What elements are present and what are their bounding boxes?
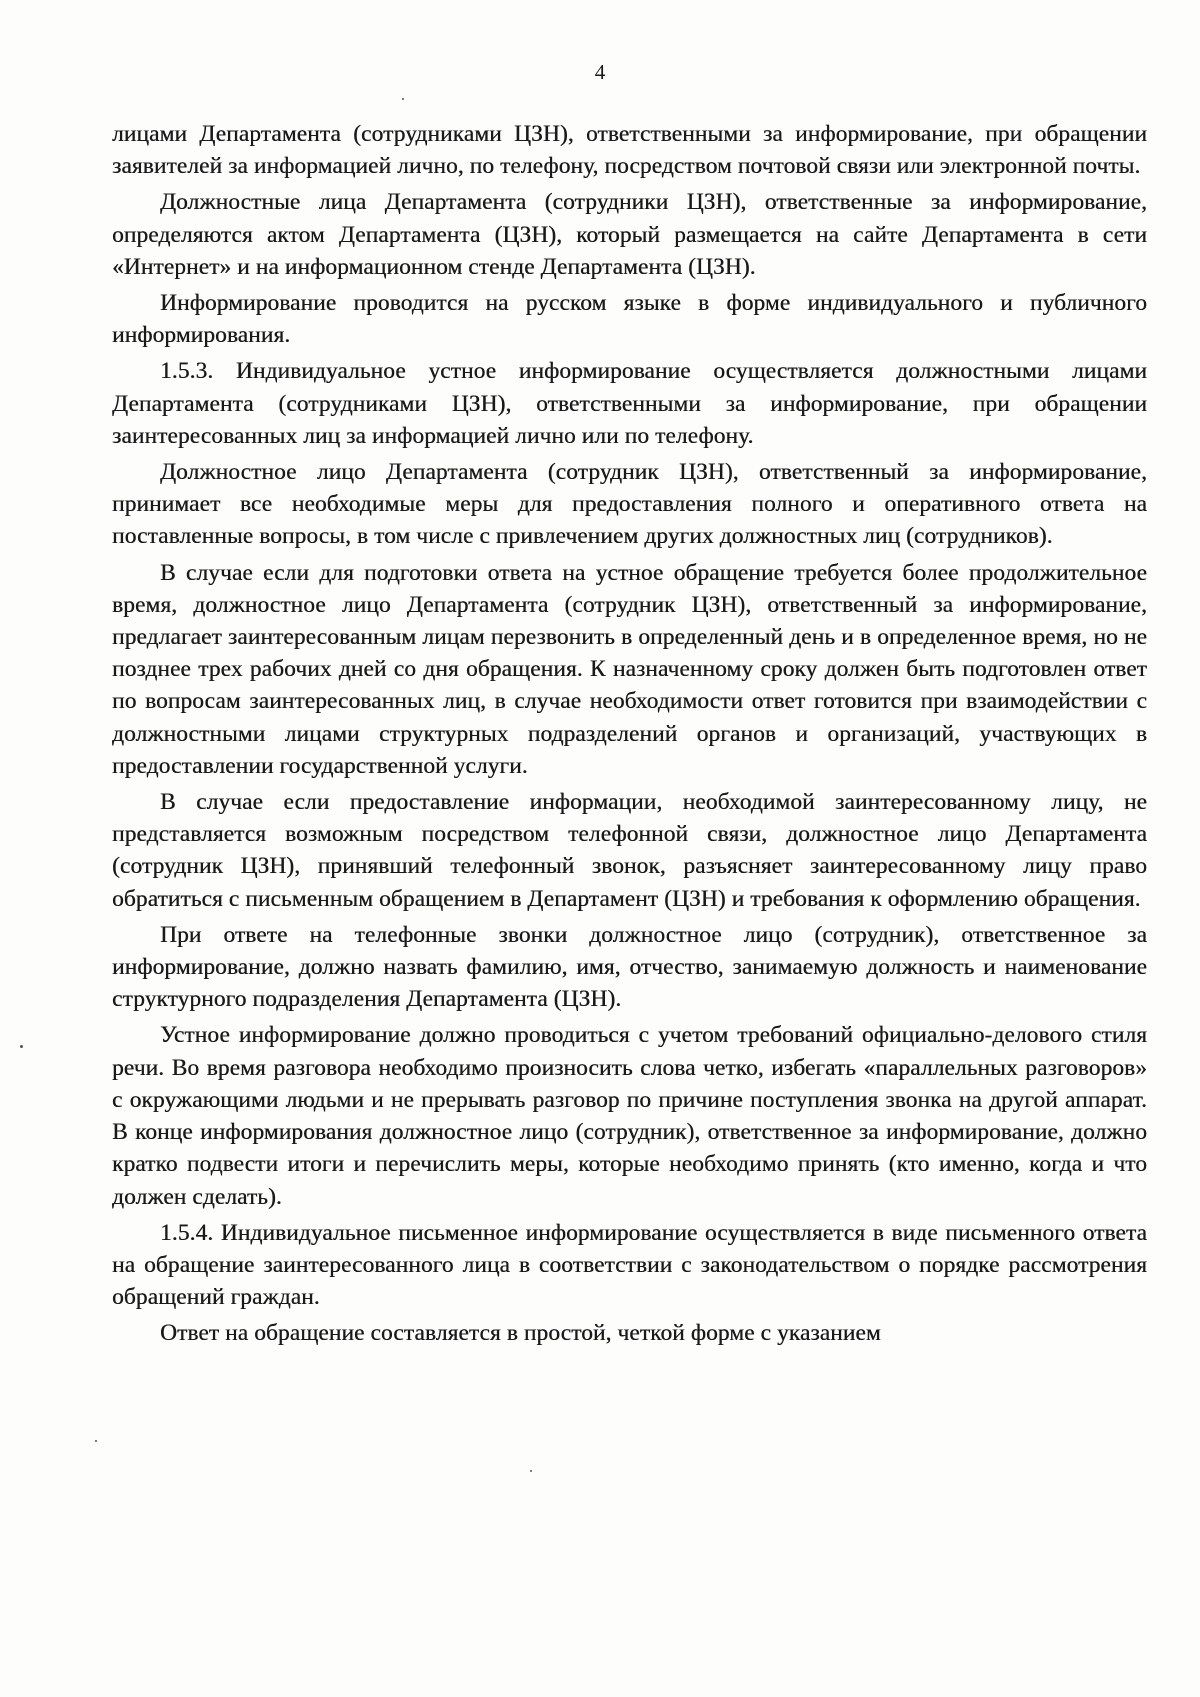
scan-speck: [20, 1045, 23, 1048]
paragraph: При ответе на телефонные звонки должностное лицо (сотрудник), ответственное за информирование, должно назвать фамилию, имя, отчество, занимаемую должность и наименование структурного подразделения Департамента (ЦЗН).: [112, 921, 1147, 1013]
scan-speck: [402, 98, 404, 100]
scan-speck: [95, 1440, 97, 1442]
paragraph: В случае если для подготовки ответа на устное обращение требуется более продолжительное время, должностное лицо Департамента (сотрудник ЦЗН), ответственный за информирование, предлагает заинтересованным лицам перезвонить в определенный день и в определенное время, но не позднее трех рабочих дней со дня обращения. К назначенному сроку должен быть подготовлен ответ по вопросам заинтересованных лиц, в случае необходимости ответ готовится при взаимодействии с должностными лицами структурных подразделений органов и организаций, участвующих в предоставлении государственной услуги.: [112, 559, 1147, 779]
paragraph: Информирование проводится на русском языке в форме индивидуального и публичного информирования.: [112, 290, 1147, 349]
paragraph: Устное информирование должно проводиться с учетом требований официально-делового стиля речи. Во время разговора необходимо произносить слова четко, избегать «параллельных разговоров» с окружающими людьми и не прерывать разговор по причине поступления звонка на другой аппарат. В конце информирования должностное лицо (сотрудник), ответственное за информирование, должно кратко подвести итоги и перечислить меры, которые необходимо принять (кто именно, когда и что должен сделать).: [112, 1022, 1147, 1210]
document-body: [112, 118, 1147, 1354]
page-number: 4: [594, 60, 606, 84]
paragraph-1-5-4: 1.5.4. Индивидуальное письменное информирование осуществляется в виде письменного ответа на обращение заинтересованного лица в соответствии с законодательством о порядке рассмотрения обращений граждан.: [112, 1219, 1147, 1311]
scan-speck: [530, 1470, 532, 1472]
paragraph: Должностные лица Департамента (сотрудники ЦЗН), ответственные за информирование, определяются актом Департамента (ЦЗН), который размещается на сайте Департамента в сети «Интернет» и на информационном стенде Департамента (ЦЗН).: [112, 189, 1147, 280]
paragraph: В случае если предоставление информации, необходимой заинтересованному лицу, не представляется возможным посредством телефонной связи, должностное лицо Департамента (сотрудник ЦЗН), принявший телефонный звонок, разъясняет заинтересованному лицу право обратиться с письменным обращением в Департамент (ЦЗН) и требования к оформлению обращения.: [112, 789, 1147, 912]
paragraph-1-5-3: 1.5.3. Индивидуальное устное информирование осуществляется должностными лицами Департамента (сотрудниками ЦЗН), ответственными за информирование, при обращении заинтересованных лиц за информацией лично или по телефону.: [112, 358, 1147, 449]
paragraph-partial: Ответ на обращение составляется в простой, четкой форме с указанием: [160, 1320, 881, 1347]
paragraph: Должностное лицо Департамента (сотрудник ЦЗН), ответственный за информирование, принимает все необходимые меры для предоставления полного и оперативного ответа на поставленные вопросы, в том числе с привлечением других должностных лиц (сотрудников).: [112, 459, 1147, 550]
paragraph-continuation: лицами Департамента (сотрудниками ЦЗН), ответственными за информирование, при обращении заявителей за информацией лично, по телефону, посредством почтовой связи или электронной почты.: [112, 121, 1147, 180]
